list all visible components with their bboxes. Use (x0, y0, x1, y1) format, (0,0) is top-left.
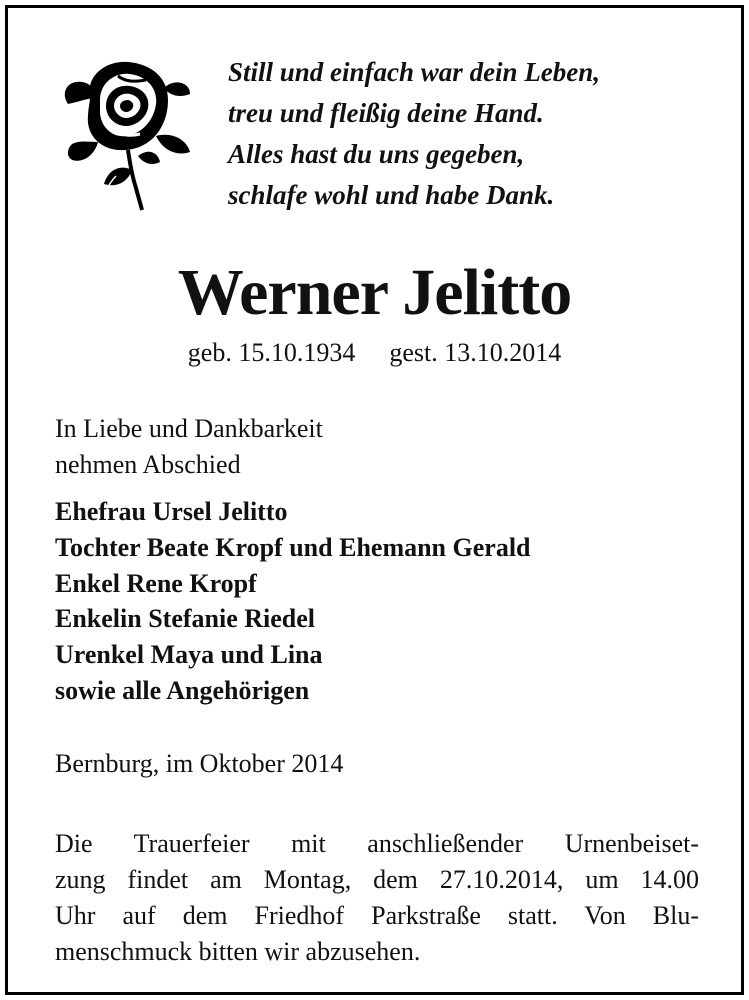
mourner-entry: Tochter Beate Kropf und Ehemann Gerald (55, 532, 531, 562)
farewell-text (55, 411, 323, 483)
deceased-name: Werner Jelitto (177, 256, 572, 329)
farewell-line: nehmen Abschied (55, 450, 241, 479)
poem-line: treu und fleißig deine Hand. (228, 98, 544, 128)
notice-line: zung findet am Montag, dem 27.10.2014, um 14.00 (55, 865, 699, 894)
death-date: gest. 13.10.2014 (389, 338, 562, 367)
rose-icon (60, 52, 200, 212)
poem-line: Alles hast du uns gegeben, (228, 139, 525, 169)
poem-verse (228, 52, 600, 216)
mourners-list (55, 494, 531, 709)
mourner-entry: Enkelin Stefanie Riedel (55, 604, 316, 634)
poem-line: Still und einfach war dein Leben, (228, 57, 601, 87)
mourner-entry: sowie alle Angehörigen (55, 675, 310, 705)
place-and-date: Bernburg, im Oktober 2014 (55, 749, 344, 778)
poem-line: schlafe wohl und habe Dank. (228, 180, 555, 210)
obituary-card (5, 5, 744, 995)
notice-line: Uhr auf dem Friedhof Parkstraße statt. Von Blu- (55, 901, 699, 930)
mourner-entry: Urenkel Maya und Lina (55, 640, 323, 670)
mourner-entry: Enkel Rene Kropf (55, 568, 257, 598)
notice-line: Die Trauerfeier mit anschließender Urnenbeiset- (55, 829, 699, 858)
mourner-entry: Ehefrau Ursel Jelitto (55, 497, 288, 526)
life-dates (8, 335, 741, 371)
farewell-line: In Liebe und Dankbarkeit (55, 414, 323, 443)
notice-line: menschmuck bitten wir abzusehen. (55, 937, 421, 966)
birth-date: geb. 15.10.1934 (187, 338, 356, 367)
funeral-notice (55, 826, 699, 970)
